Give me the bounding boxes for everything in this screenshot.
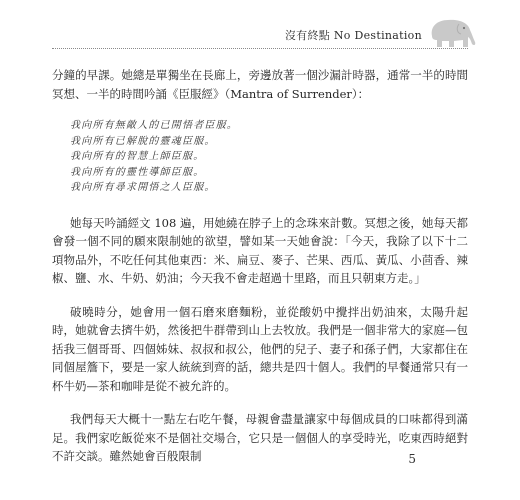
paragraph-4: 我們每天大概十一點左右吃午餐，母親會盡量讓家中每個成員的口味都得到滿足。我們家吃飯從來不是個社交場合，它只是一個個人的享受時光，吃東西時絕對不許交談。雖然她會百般限制 xyxy=(52,412,468,463)
mantra-line: 我向所有的智慧上師臣服。 xyxy=(70,151,205,162)
mantra-line: 我向所有尋求開悟之人臣服。 xyxy=(70,182,216,193)
paragraph-2: 她每天吟誦經文 108 遍，用她繞在脖子上的念珠來計數。冥想之後，她每天都會發一個不同的願來限制她的欲望，譬如某一天她會說：「今天，我除了以下十二項物品外，不吃任何其他東西：米、扁豆、麥子、芒果、西瓜、黃瓜、小茴香、辣椒、鹽、水、牛奶、奶油；今天我不會走超過十里路，而且只朝東方走。」 xyxy=(52,215,468,285)
mantra-line: 我向所有已解脫的靈魂臣服。 xyxy=(70,135,216,147)
page-body xyxy=(52,66,468,481)
paragraph-3: 破曉時分，她會用一個石磨來磨麵粉，並從酸奶中攪拌出奶油來，太陽升起時，她就會去擠牛奶，然後把牛群帶到山上去牧放。我們是一個非常大的家庭—包括我三個哥哥、四個姊妹、叔叔和叔公，他們的兒子、妻子和孫子們，大家都住在同個屋簷下，要是一家人統統到齊的話，總共是四十個人。我們的早餐通常只有一杯牛奶—茶和咖啡是從不被允許的。 xyxy=(52,304,468,393)
mantra-block xyxy=(70,118,468,196)
paragraph-1: 分鐘的早課。她總是單獨坐在長廊上，旁邊放著一個沙漏計時器，通常一半的時間冥想、一半的時間吟誦《臣服經》（Mantra of Surrender）： xyxy=(52,68,468,101)
mantra-line: 我向所有的靈性導師臣服。 xyxy=(70,166,205,178)
running-header-title: 沒有終點 No Destination xyxy=(284,29,422,42)
page-number: 5 xyxy=(408,452,416,466)
mantra-line: 我向所有無敵人的已開悟者臣服。 xyxy=(70,120,238,131)
page-header xyxy=(0,0,520,60)
header-divider xyxy=(52,48,468,49)
elephant-icon xyxy=(424,16,478,50)
